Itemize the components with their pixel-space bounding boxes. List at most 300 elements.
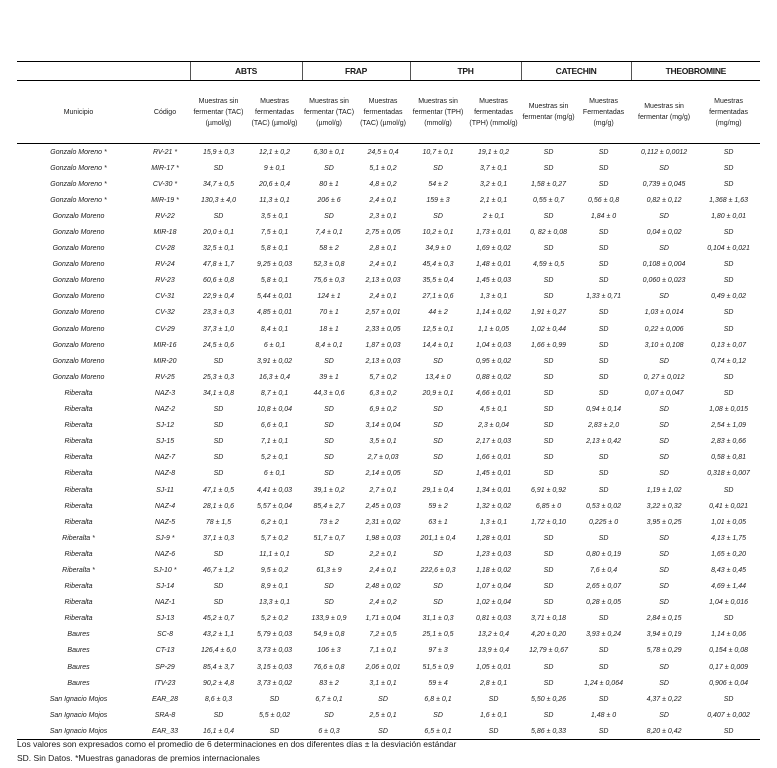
cell-value: 1,04 ± 0,016 (709, 599, 748, 607)
cell-value: 8,6 ± 0,3 (204, 695, 233, 703)
cell-value: 44 ± 2 (428, 309, 448, 317)
cell-value: 7,2 ± 0,5 (369, 631, 397, 639)
cell-value: 1,71 ± 0,04 (365, 615, 401, 623)
cell-value: 0,22 ± 0,006 (644, 325, 684, 333)
cell-value: 34,1 ± 0,8 (202, 389, 235, 397)
cell-value: 23,3 ± 0,3 (202, 309, 235, 317)
cell-municipio: Gonzalo Moreno (52, 277, 105, 285)
cell-municipio: Riberalta (64, 502, 93, 510)
cell-value: 3,93 ± 0,24 (586, 631, 622, 639)
cell-value: SD (659, 357, 669, 365)
cell-value: SD (213, 599, 224, 607)
cell-value: SD (324, 550, 334, 558)
cell-value: 1,66 ± 0,99 (531, 341, 567, 349)
table-row (17, 659, 760, 675)
cell-value: SD (213, 357, 224, 365)
cell-value: 1,14 ± 0,02 (476, 309, 512, 317)
cell-codigo: NAZ-6 (154, 550, 176, 558)
cell-value: 1,3 ± 0,1 (479, 518, 508, 526)
cell-codigo: SJ-14 (155, 583, 175, 591)
cell-value: SD (659, 534, 669, 542)
column-header-tph-unfermented: Muestras sin fermentar (TPH) (mmol/g) (410, 81, 466, 144)
table-row (17, 385, 760, 401)
cell-value: 3,95 ± 0,25 (646, 518, 682, 526)
cell-value: 27,1 ± 0,6 (422, 293, 454, 301)
table-row (17, 273, 760, 289)
cell-value: 5,8 ± 0,1 (260, 277, 289, 285)
cell-value: 3,94 ± 0,19 (646, 631, 682, 639)
cell-value: SD (543, 711, 554, 719)
cell-value: 2,33 ± 0,05 (365, 325, 401, 333)
cell-value: 1,69 ± 0,02 (476, 245, 512, 253)
cell-municipio: Gonzalo Moreno * (50, 148, 107, 156)
group-header-frap: FRAP (302, 62, 410, 81)
cell-value: SD (598, 373, 609, 381)
cell-value: 85,4 ± 3,7 (202, 663, 235, 671)
cell-value: 159 ± 3 (426, 196, 450, 204)
cell-value: 2,4 ± 0,1 (369, 196, 397, 204)
cell-value: 0,95 ± 0,02 (476, 357, 512, 365)
cell-value: 1,03 ± 0,014 (644, 309, 684, 317)
cell-municipio: Riberalta (64, 454, 93, 462)
cell-value: 10,8 ± 0,04 (257, 406, 292, 414)
cell-value: 59 ± 4 (428, 679, 448, 687)
cell-municipio: Riberalta (64, 470, 93, 478)
cell-value: SD (433, 550, 443, 558)
cell-value: SD (598, 309, 609, 317)
cell-value: 2,5 ± 0,1 (369, 711, 397, 719)
cell-value: SD (433, 583, 443, 591)
table-row (17, 241, 760, 257)
cell-codigo: SJ-10 * (153, 566, 177, 574)
cell-codigo: CV-30 * (152, 180, 178, 188)
cell-municipio: San Ignacio Mojos (49, 711, 108, 719)
cell-value: 5,2 ± 0,1 (260, 454, 289, 462)
table-row (17, 321, 760, 337)
cell-value: 4,69 ± 1,44 (711, 583, 747, 591)
cell-value: 2,4 ± 0,1 (369, 261, 397, 269)
cell-value: SD (324, 422, 334, 430)
cell-codigo: RV-21 * (152, 148, 178, 156)
cell-codigo: NAZ-7 (154, 454, 176, 462)
cell-value: SD (598, 261, 609, 269)
cell-value: 85,4 ± 2,7 (313, 502, 345, 510)
cell-codigo: EAR_28 (151, 695, 179, 703)
cell-value: 0,104 ± 0,021 (707, 245, 750, 253)
cell-value: SD (723, 229, 734, 237)
table-row (17, 402, 760, 418)
group-header-catechin: CATECHIN (521, 62, 631, 81)
cell-value: SD (433, 711, 443, 719)
cell-value: 3,71 ± 0,18 (531, 615, 567, 623)
cell-value: SD (723, 615, 734, 623)
cell-codigo: MIR-18 (153, 229, 177, 237)
cell-value: 7,5 ± 0,1 (260, 229, 289, 237)
cell-value: 5,78 ± 0,29 (646, 647, 682, 655)
cell-value: 6,2 ± 0,1 (260, 518, 289, 526)
table-row (17, 192, 760, 208)
cell-value: 0,13 ± 0,07 (711, 341, 747, 349)
cell-municipio: Riberalta * (62, 534, 95, 542)
cell-value: SD (659, 245, 669, 253)
cell-value: 3,73 ± 0,02 (257, 679, 292, 687)
table-row (17, 160, 760, 176)
cell-value: 3,5 ± 0,1 (369, 438, 397, 446)
cell-value: 1,18 ± 0,02 (476, 566, 512, 574)
cell-value: 63 ± 1 (428, 518, 448, 526)
cell-value: SD (598, 647, 609, 655)
cell-municipio: Riberalta (64, 550, 93, 558)
group-header-row (17, 62, 760, 81)
table-row (17, 305, 760, 321)
cell-value: 2,7 ± 0,1 (369, 486, 397, 494)
cell-value: 0,060 ± 0,023 (642, 277, 686, 285)
cell-codigo: RV-25 (155, 373, 175, 381)
cell-value: 19,1 ± 0,2 (477, 148, 510, 156)
column-header-abts-fermented: Muestras fermentadas (TAC) (µmol/g) (247, 81, 302, 144)
cell-value: 1,6 ± 0,1 (479, 711, 508, 719)
footnote-abbreviations: SD. Sin Datos. *Muestras ganadoras de premios internacionales (17, 753, 260, 763)
cell-value: 2,4 ± 0,2 (369, 599, 397, 607)
cell-value: SD (213, 212, 224, 220)
cell-value: 2,4 ± 0,1 (369, 293, 397, 301)
cell-municipio: Riberalta (64, 438, 93, 446)
cell-value: 12,79 ± 0,67 (529, 647, 568, 655)
table-row (17, 369, 760, 385)
cell-value: 2,3 ± 0,04 (477, 422, 510, 430)
cell-municipio: Baures (67, 679, 90, 687)
cell-value: 0,88 ± 0,02 (476, 373, 512, 381)
cell-value: SD (543, 454, 554, 462)
cell-value: 2,75 ± 0,05 (365, 229, 401, 237)
cell-value: 1,28 ± 0,01 (476, 534, 512, 542)
cell-value: 75,6 ± 0,3 (313, 277, 345, 285)
cell-value: 10,7 ± 0,1 (422, 148, 454, 156)
cell-value: 3,22 ± 0,32 (646, 502, 682, 510)
cell-value: 5,50 ± 0,26 (531, 695, 567, 703)
cell-value: SD (213, 454, 224, 462)
cell-value: 3,15 ± 0,03 (257, 663, 292, 671)
cell-value: SD (598, 245, 609, 253)
cell-value: SD (433, 470, 443, 478)
column-header-theobromine-unfermented: Muestras sin fermentar (mg/g) (631, 81, 697, 144)
cell-value: SD (543, 389, 554, 397)
cell-value: 32,5 ± 0,1 (202, 245, 235, 253)
table-row (17, 257, 760, 273)
cell-municipio: Gonzalo Moreno (52, 309, 105, 317)
cell-value: SD (247, 723, 302, 740)
cell-value: SD (659, 470, 669, 478)
cell-value: SD (433, 454, 443, 462)
cell-value: 6,3 ± 0,2 (369, 389, 397, 397)
cell-value: SD (543, 663, 554, 671)
cell-value: SD (324, 438, 334, 446)
column-header-catechin-fermented: Muestras Fermentadas (mg/g) (576, 81, 631, 144)
table-row (17, 144, 760, 161)
cell-municipio: Gonzalo Moreno (52, 373, 105, 381)
table-row (17, 450, 760, 466)
cell-codigo: MIR-17 * (151, 164, 179, 172)
cell-value: 2,13 ± 0,42 (586, 438, 622, 446)
cell-value: 13,3 ± 0,1 (258, 599, 291, 607)
cell-value: SD (598, 229, 609, 237)
cell-municipio: Gonzalo Moreno (52, 341, 105, 349)
cell-value: 2,06 ± 0,01 (365, 663, 401, 671)
column-header-frap-fermented: Muestras fermentadas (TAC) (µmol/g) (356, 81, 410, 144)
cell-value: 78 ± 1,5 (205, 518, 232, 526)
cell-value: SD (213, 406, 224, 414)
cell-value: 15,9 ± 0,3 (202, 148, 235, 156)
cell-codigo: SC-8 (157, 631, 173, 639)
cell-value: SD (543, 422, 554, 430)
cell-value: 4,8 ± 0,2 (369, 180, 397, 188)
cell-value: 51,5 ± 0,9 (422, 663, 454, 671)
cell-value: SD (543, 357, 554, 365)
cell-value: SD (598, 486, 609, 494)
cell-value: SD (324, 470, 334, 478)
cell-value: 2 ± 0,1 (482, 212, 505, 220)
cell-value: 25,3 ± 0,3 (202, 373, 235, 381)
cell-value: 0,07 ± 0,047 (644, 389, 684, 397)
cell-value: 3,91 ± 0,02 (257, 357, 292, 365)
cell-value: SD (659, 422, 669, 430)
cell-value: SD (598, 277, 609, 285)
cell-value: 10,2 ± 0,1 (422, 229, 454, 237)
cell-value: 0,17 ± 0,009 (709, 663, 748, 671)
cell-value: 5,2 ± 0,2 (260, 615, 289, 623)
cell-value: SD (723, 261, 734, 269)
cell-value: 0,407 ± 0,002 (707, 711, 750, 719)
cell-value: 1,87 ± 0,03 (365, 341, 401, 349)
cell-value: 1,08 ± 0,015 (709, 406, 748, 414)
cell-value: SD (543, 534, 554, 542)
cell-municipio: Riberalta (64, 518, 93, 526)
table-row (17, 595, 760, 611)
cell-value: SD (723, 309, 734, 317)
cell-value: 59 ± 2 (428, 502, 448, 510)
cell-value: 1,24 ± 0,064 (584, 679, 623, 687)
table-row (17, 176, 760, 192)
column-header-municipio: Municipio (17, 81, 140, 144)
cell-value: 2,57 ± 0,01 (365, 309, 401, 317)
table-row (17, 498, 760, 514)
cell-value: SD (659, 583, 669, 591)
cell-value: SD (324, 406, 334, 414)
cell-value: 3,1 ± 0,1 (369, 679, 397, 687)
cell-value: 20,0 ± 0,1 (202, 229, 235, 237)
cell-value: SD (433, 599, 443, 607)
cell-value: 5,7 ± 0,2 (260, 534, 289, 542)
cell-value: 9,5 ± 0,2 (260, 566, 289, 574)
cell-value: 2,2 ± 0,1 (369, 550, 397, 558)
cell-value: SD (543, 245, 554, 253)
cell-value: 6,7 ± 0,1 (315, 695, 343, 703)
column-header-catechin-unfermented: Muestras sin fermentar (mg/g) (521, 81, 576, 144)
cell-value: SD (659, 293, 669, 301)
results-table-container (17, 61, 760, 740)
cell-value: 1,33 ± 0,71 (586, 293, 622, 301)
cell-value: 8,43 ± 0,45 (711, 566, 747, 574)
cell-value: 1,32 ± 0,02 (476, 502, 512, 510)
cell-municipio: Gonzalo Moreno * (50, 196, 107, 204)
cell-value: 3,7 ± 0,1 (479, 164, 508, 172)
cell-value: 2,84 ± 0,15 (646, 615, 682, 623)
cell-value: 20,9 ± 0,1 (422, 389, 454, 397)
cell-value: 7,1 ± 0,1 (260, 438, 289, 446)
cell-value: 4,13 ± 1,75 (711, 534, 747, 542)
cell-value: 34,9 ± 0 (425, 245, 451, 253)
cell-value: SD (543, 470, 554, 478)
cell-codigo: SJ-11 (156, 486, 174, 494)
cell-value: 8,20 ± 0,42 (631, 723, 697, 740)
cell-codigo: SJ-15 (155, 438, 175, 446)
cell-value: 70 ± 1 (319, 309, 339, 317)
cell-value: 2,83 ± 0,66 (711, 438, 747, 446)
cell-value: 5,44 ± 0,01 (257, 293, 292, 301)
cell-value: 0,82 ± 0,12 (646, 196, 682, 204)
cell-value: SD (543, 277, 554, 285)
table-row (17, 434, 760, 450)
cell-value: 1,45 ± 0,03 (476, 277, 512, 285)
table-row (17, 530, 760, 546)
cell-value: 54,9 ± 0,8 (313, 631, 345, 639)
cell-value: 1,73 ± 0,01 (476, 229, 512, 237)
cell-value: 29,1 ± 0,4 (422, 486, 454, 494)
cell-value: SD (659, 550, 669, 558)
cell-value: SD (213, 711, 224, 719)
cell-value: 6 ± 0,3 (302, 723, 356, 740)
cell-codigo: CV-29 (155, 325, 175, 333)
cell-value: 0,80 ± 0,19 (586, 550, 622, 558)
cell-value: 76,6 ± 0,8 (313, 663, 345, 671)
cell-value: SD (324, 212, 334, 220)
cell-municipio: Riberalta * (62, 566, 95, 574)
cell-value: SD (723, 486, 734, 494)
cell-value: 0,28 ± 0,05 (586, 599, 622, 607)
cell-value: 1,01 ± 0,05 (711, 518, 747, 526)
cell-value: 1,72 ± 0,10 (531, 518, 567, 526)
column-header-row (17, 81, 760, 144)
cell-value: 18 ± 1 (319, 325, 339, 333)
table-row (17, 611, 760, 627)
cell-value: SD (598, 180, 609, 188)
cell-codigo: NAZ-3 (154, 389, 176, 397)
cell-value: SD (543, 373, 554, 381)
cell-value: SD (269, 695, 280, 703)
cell-value: 2,8 ± 0,1 (369, 245, 397, 253)
cell-value: 83 ± 2 (319, 679, 339, 687)
cell-value: 1,05 ± 0,01 (476, 663, 512, 671)
cell-value: 1,34 ± 0,01 (476, 486, 512, 494)
cell-value: 13,4 ± 0 (425, 373, 451, 381)
cell-value: 4,66 ± 0,01 (476, 389, 512, 397)
cell-value: SD (723, 695, 734, 703)
cell-codigo: NAZ-8 (154, 470, 176, 478)
cell-value: 0, 27 ± 0,012 (643, 373, 685, 381)
cell-value: 3,5 ± 0,1 (260, 212, 289, 220)
cell-value: 2,1 ± 0,1 (479, 196, 508, 204)
cell-value: 130,3 ± 4,0 (201, 196, 236, 204)
cell-value: 0,81 ± 0,03 (476, 615, 512, 623)
cell-value: 5,57 ± 0,04 (257, 502, 292, 510)
table-notes (17, 737, 456, 765)
cell-value: 4,59 ± 0,5 (533, 261, 565, 269)
cell-value: SD (659, 212, 669, 220)
cell-value: SD (433, 357, 443, 365)
cell-value: SD (598, 663, 609, 671)
cell-value: SD (543, 550, 554, 558)
cell-value: 6,91 ± 0,92 (531, 486, 567, 494)
cell-value: SD (659, 406, 669, 414)
cell-value: 2,45 ± 0,03 (365, 502, 401, 510)
cell-value: 20,6 ± 0,4 (258, 180, 291, 188)
cell-value: 5,5 ± 0,02 (258, 711, 291, 719)
cell-codigo: MIR-19 * (151, 196, 179, 204)
cell-value: 8,4 ± 0,1 (315, 341, 343, 349)
cell-value: SD (598, 534, 609, 542)
cell-value: 1,07 ± 0,04 (476, 583, 512, 591)
cell-value: 2,48 ± 0,02 (365, 583, 401, 591)
cell-value: 1,04 ± 0,03 (476, 341, 512, 349)
cell-value: SD (543, 599, 554, 607)
cell-value: SD (659, 711, 669, 719)
cell-value: SD (659, 599, 669, 607)
cell-municipio: Gonzalo Moreno (52, 245, 105, 253)
cell-codigo: NAZ-2 (154, 406, 176, 414)
column-header-abts-unfermented: Muestras sin fermentar (TAC) (µmol/g) (190, 81, 247, 144)
cell-value: SD (723, 373, 734, 381)
cell-value: 4,20 ± 0,20 (531, 631, 567, 639)
cell-codigo: SJ-12 (155, 422, 175, 430)
cell-municipio: Gonzalo Moreno (52, 229, 105, 237)
cell-value: 16,1 ± 0,4 (190, 723, 247, 740)
cell-value: 6,85 ± 0 (535, 502, 562, 510)
cell-value: 43,2 ± 1,1 (202, 631, 235, 639)
table-row (17, 579, 760, 595)
cell-value: 9 ± 0,1 (263, 164, 286, 172)
cell-value: SD (598, 454, 609, 462)
cell-value: SD (543, 148, 554, 156)
cell-value: 39,1 ± 0,2 (313, 486, 345, 494)
cell-value: 7,1 ± 0,1 (369, 647, 397, 655)
cell-value: 24,5 ± 0,4 (367, 148, 399, 156)
cell-value: 58 ± 2 (319, 245, 339, 253)
cell-value: 201,1 ± 0,4 (420, 534, 456, 542)
cell-value: SD (378, 695, 388, 703)
cell-value: 6,8 ± 0,1 (424, 695, 452, 703)
cell-value: SD (598, 470, 609, 478)
cell-value: 2,83 ± 2,0 (588, 422, 620, 430)
cell-codigo: CV-31 (155, 293, 175, 301)
cell-value: SD (543, 406, 554, 414)
cell-value: SD (543, 566, 554, 574)
cell-value: 24,5 ± 0,6 (202, 341, 235, 349)
cell-value: 14,4 ± 0,1 (422, 341, 454, 349)
cell-value: 9,25 ± 0,03 (257, 261, 292, 269)
cell-value: 1,23 ± 0,03 (476, 550, 512, 558)
cell-value: SD (433, 212, 443, 220)
cell-value: SD (723, 389, 734, 397)
cell-municipio: San Ignacio Mojos (17, 723, 140, 740)
cell-value: SD (466, 723, 521, 740)
cell-value: 1,84 ± 0 (590, 212, 617, 220)
cell-value: 6,6 ± 0,1 (260, 422, 289, 430)
cell-value: 0, 82 ± 0,08 (530, 229, 568, 237)
cell-value: 1,19 ± 1,02 (646, 486, 682, 494)
cell-value: 8,4 ± 0,1 (260, 325, 289, 333)
cell-value: 222,6 ± 0,3 (420, 566, 456, 574)
cell-value: 0,53 ± 0,02 (586, 502, 622, 510)
